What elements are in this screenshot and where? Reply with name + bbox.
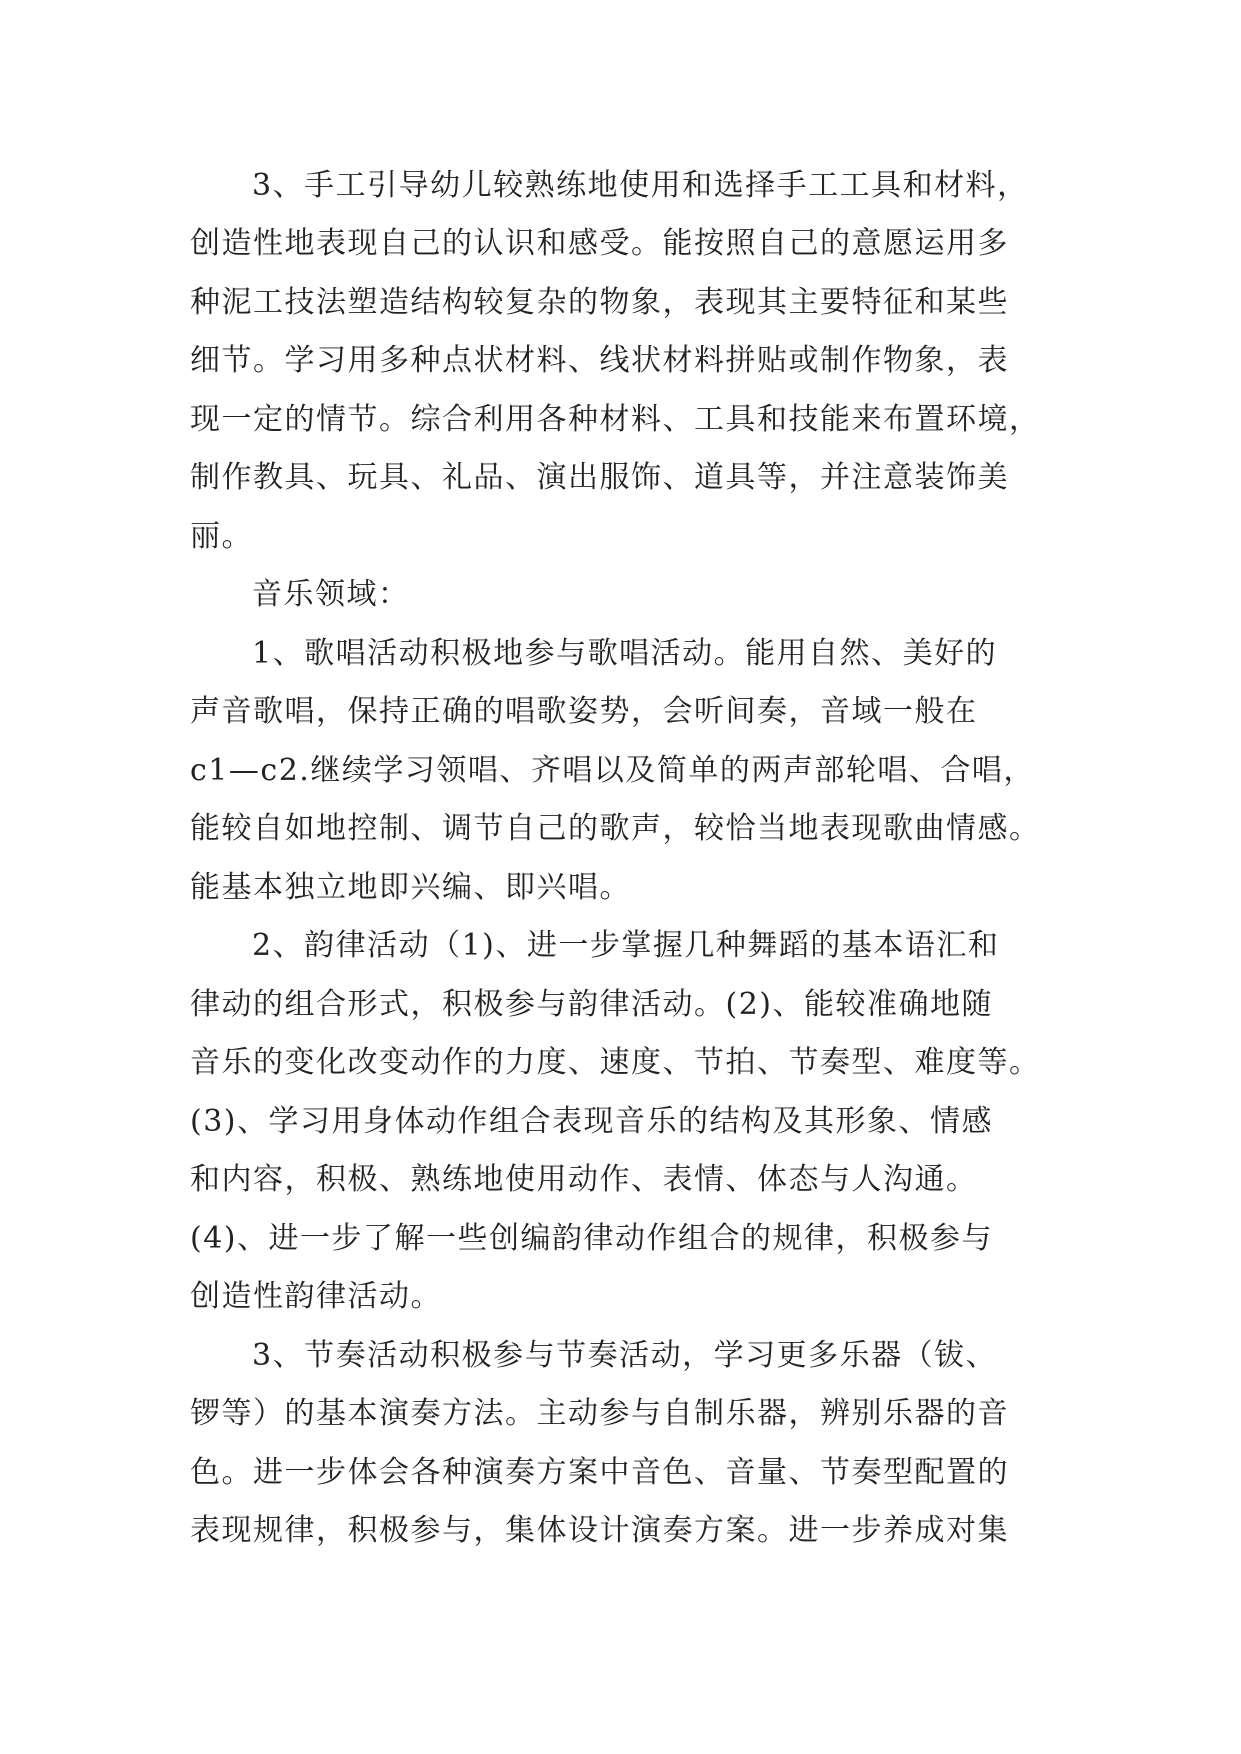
text-line: c1—c2.继续学习领唱、齐唱以及简单的两声部轮唱、合唱， [190, 753, 1035, 788]
text-line: 创造性地表现自己的认识和感受。能按照自己的意愿运用多 [190, 226, 1009, 261]
text-line: 3、节奏活动积极参与节奏活动，学习更多乐器（钹、 [252, 1338, 998, 1373]
text-line: 现一定的情节。综合利用各种材料、工具和技能来布置环境， [190, 402, 1041, 437]
section-heading: 音乐领域： [252, 577, 410, 612]
text-line: 表现规律，积极参与，集体设计演奏方案。进一步养成对集 [190, 1513, 1009, 1548]
text-line: 能基本独立地即兴编、即兴唱。 [190, 870, 631, 905]
text-line: 音乐的变化改变动作的力度、速度、节拍、节奏型、难度等。 [190, 1045, 1041, 1080]
text-line: (4)、进一步了解一些创编韵律动作组合的规律，积极参与 [190, 1221, 993, 1256]
text-line: 创造性韵律活动。 [190, 1279, 442, 1314]
text-line: 种泥工技法塑造结构较复杂的物象，表现其主要特征和某些 [190, 285, 1009, 320]
text-line: 色。进一步体会各种演奏方案中音色、音量、节奏型配置的 [190, 1455, 1009, 1490]
text-line: 声音歌唱，保持正确的唱歌姿势，会听间奏，音域一般在 [190, 694, 978, 729]
text-line: 1、歌唱活动积极地参与歌唱活动。能用自然、美好的 [252, 636, 998, 671]
text-line: 和内容，积极、熟练地使用动作、表情、体态与人沟通。 [190, 1162, 978, 1197]
text-line: 锣等）的基本演奏方法。主动参与自制乐器，辨别乐器的音 [190, 1396, 1009, 1431]
text-line: 律动的组合形式，积极参与韵律活动。(2)、能较准确地随 [190, 987, 993, 1022]
text-line: 3、手工引导幼儿较熟练地使用和选择手工工具和材料， [252, 168, 1029, 203]
text-line: 能较自如地控制、调节自己的歌声，较恰当地表现歌曲情感。 [190, 811, 1041, 846]
text-line: 制作教具、玩具、礼品、演出服饰、道具等，并注意装饰美 [190, 460, 1009, 495]
text-line: 2、韵律活动（1)、进一步掌握几种舞蹈的基本语汇和 [252, 928, 1000, 963]
text-line: 丽。 [190, 519, 253, 554]
text-line: (3)、学习用身体动作组合表现音乐的结构及其形象、情感 [190, 1104, 993, 1139]
text-line: 细节。学习用多种点状材料、线状材料拼贴或制作物象，表 [190, 343, 1009, 378]
